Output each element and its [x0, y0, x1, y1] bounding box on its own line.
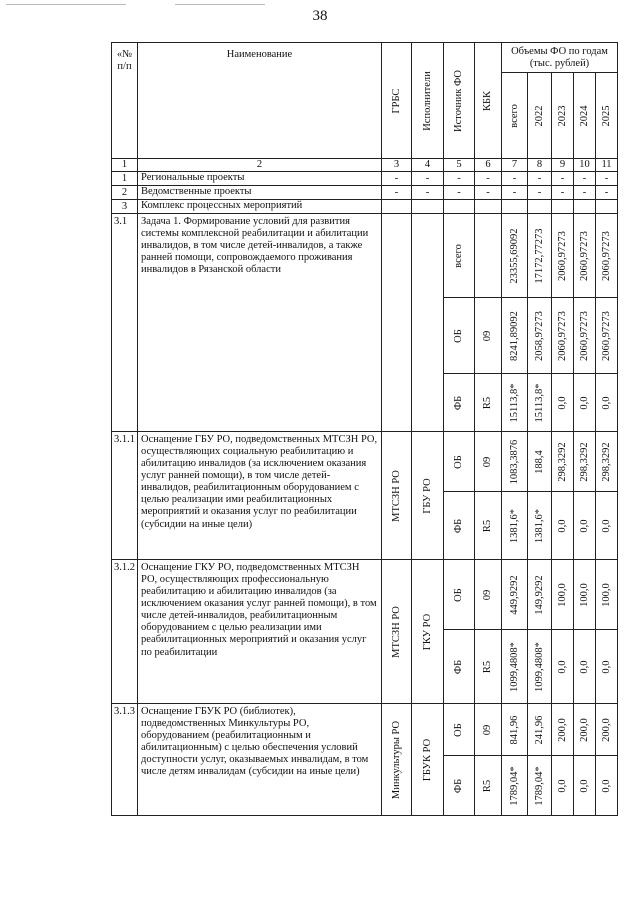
- cell-text: 1789,04*: [508, 765, 520, 806]
- cell-text: 17172,77273: [533, 228, 545, 284]
- table-cell: -: [475, 172, 502, 186]
- table-cell: -: [528, 172, 552, 186]
- cell-text: 2060,97273: [556, 310, 568, 361]
- item313-isp: [412, 704, 444, 816]
- cell-text: ОБ: [452, 454, 464, 469]
- cell-text: всего: [508, 103, 520, 128]
- task31-name: Задача 1. Формирование условий для развития системы комплексной реабилитации и абилитации инвалидов, в том числе детей-инвалидов, а также ранней помощи, сопровождаемого проживания инвалидов в Рязанской области: [138, 214, 382, 432]
- table-cell: -: [382, 186, 412, 200]
- table-cell: -: [574, 186, 596, 200]
- cell-text: 200,0: [556, 717, 568, 742]
- cell-text: 15113,8*: [508, 383, 520, 423]
- header-volumes: Объемы ФО по годам (тыс. рублей): [502, 43, 618, 73]
- table-cell: [596, 200, 618, 214]
- cell-text: 188,4: [533, 449, 545, 474]
- cell-text: 8241,89092: [508, 310, 520, 361]
- cell-text: R5: [481, 660, 493, 673]
- cell-text: ОБ: [452, 587, 464, 602]
- cell-text: 1381,6*: [508, 508, 520, 543]
- cell-text: 2060,97273: [578, 230, 590, 281]
- cell-text: 15113,8*: [533, 383, 545, 423]
- col-number: 4: [412, 159, 444, 172]
- col-number: 8: [528, 159, 552, 172]
- table-cell: [552, 560, 574, 630]
- cell-text: 0,0: [556, 396, 568, 410]
- row-regional-projects: [112, 172, 618, 186]
- table-cell: [502, 704, 528, 756]
- cell-text: 0,0: [556, 660, 568, 674]
- item311-isp: [412, 432, 444, 560]
- table-cell: [552, 630, 574, 704]
- table-cell: [574, 214, 596, 298]
- table-cell: -: [502, 172, 528, 186]
- cell-text: 0,0: [578, 396, 590, 410]
- table-cell: [552, 200, 574, 214]
- table-cell: -: [444, 172, 475, 186]
- table-cell: [444, 630, 475, 704]
- table-cell: 3.1.3: [112, 704, 138, 816]
- col-number: 9: [552, 159, 574, 172]
- table-cell: [596, 374, 618, 432]
- cell-text: ФБ: [452, 395, 464, 410]
- cell-text: 1789,04*: [533, 765, 545, 806]
- table-cell: [528, 704, 552, 756]
- cell-text: 09: [481, 589, 493, 600]
- table-cell: [444, 298, 475, 374]
- row-departmental-projects: [112, 186, 618, 200]
- table-cell: [412, 214, 444, 432]
- table-cell: [528, 756, 552, 816]
- cell-text: 841,96: [508, 715, 520, 744]
- table-cell: [596, 704, 618, 756]
- table-cell: [475, 704, 502, 756]
- cell-text: R5: [481, 779, 493, 792]
- cell-text: 100,0: [600, 582, 612, 607]
- table-cell: [382, 214, 412, 432]
- item312-isp: [412, 560, 444, 704]
- header-2022: [528, 73, 552, 159]
- cell-text: 2060,97273: [600, 310, 612, 361]
- cell-text: 0,0: [600, 779, 612, 793]
- table-cell: [444, 560, 475, 630]
- cell-text: МТСЗН РО: [390, 469, 402, 522]
- table-cell: 3: [112, 200, 138, 214]
- cell-text: 1381,6*: [533, 508, 545, 543]
- table-cell: [596, 298, 618, 374]
- table-cell: [475, 200, 502, 214]
- item313-name: Оснащение ГБУК РО (библиотек), подведомственных Минкультуры РО, оборудованием (реабилитационным и абилитационным) с целью обеспечения условий доступности услуг, оказываемых инвалидам, в том числе детям инвалидам (субсидии на иные цели): [138, 704, 382, 816]
- cell-text: 2022: [533, 105, 545, 126]
- table-cell: -: [574, 172, 596, 186]
- header-kbk: [475, 43, 502, 159]
- cell-text: Минкультуры РО: [390, 720, 402, 799]
- table-cell: [502, 432, 528, 492]
- cell-text: 449,9292: [508, 574, 520, 615]
- table-cell: [475, 432, 502, 492]
- cell-text: 100,0: [556, 582, 568, 607]
- cell-text: 2060,97273: [556, 230, 568, 281]
- table-cell: [596, 432, 618, 492]
- col-number: 11: [596, 159, 618, 172]
- item313-grbs: [382, 704, 412, 816]
- table-cell: [574, 704, 596, 756]
- table-cell: [528, 630, 552, 704]
- cell-text: 200,0: [578, 717, 590, 742]
- col-number: 6: [475, 159, 502, 172]
- table-cell: [552, 704, 574, 756]
- table-cell: -: [552, 172, 574, 186]
- header-name: Наименование: [138, 43, 382, 159]
- table-cell: 3.1.2: [112, 560, 138, 704]
- row-item311-ob: [112, 432, 618, 492]
- table-cell: [528, 374, 552, 432]
- table-cell: [574, 298, 596, 374]
- cell-text: МТСЗН РО: [390, 605, 402, 658]
- table-cell: -: [552, 186, 574, 200]
- cell-text: 298,3292: [600, 441, 612, 482]
- table-cell: -: [528, 186, 552, 200]
- table-cell: [574, 432, 596, 492]
- table-cell: [552, 432, 574, 492]
- table-cell: [502, 200, 528, 214]
- table-cell: [528, 492, 552, 560]
- cell-text: ФБ: [452, 659, 464, 674]
- cell-text: 200,0: [600, 717, 612, 742]
- table-cell: [596, 630, 618, 704]
- table-cell: -: [412, 186, 444, 200]
- table-cell: [502, 560, 528, 630]
- cell-text: R5: [481, 396, 493, 409]
- cell-text: 09: [481, 456, 493, 467]
- table-cell: [528, 432, 552, 492]
- cell-text: 2025: [600, 105, 612, 126]
- table-cell: [574, 200, 596, 214]
- table-cell: [502, 374, 528, 432]
- table-cell: [552, 492, 574, 560]
- scan-artifact-line: [6, 4, 126, 5]
- cell-text: 149,9292: [533, 574, 545, 615]
- table-cell: [552, 298, 574, 374]
- table-cell: [475, 560, 502, 630]
- table-cell: [528, 298, 552, 374]
- table-cell: [574, 492, 596, 560]
- table-cell: [528, 560, 552, 630]
- cell-text: 2060,97273: [578, 310, 590, 361]
- header-ispolniteli: [412, 43, 444, 159]
- table-cell: [596, 756, 618, 816]
- table-cell: [444, 214, 475, 298]
- cell-text: КБК: [481, 90, 493, 111]
- cell-text: Источник ФО: [452, 69, 464, 132]
- header-2024: [574, 73, 596, 159]
- cell-text: 0,0: [600, 660, 612, 674]
- table-cell: [552, 374, 574, 432]
- cell-text: 241,96: [533, 715, 545, 744]
- cell-text: ФБ: [452, 518, 464, 533]
- col-number: 1: [112, 159, 138, 172]
- funding-table: [111, 42, 618, 816]
- cell-text: 2060,97273: [600, 230, 612, 281]
- table-cell: [596, 560, 618, 630]
- cell-text: 23355,69092: [508, 228, 520, 284]
- table-cell: [444, 432, 475, 492]
- table-cell: [502, 756, 528, 816]
- cell-text: 298,3292: [556, 441, 568, 482]
- cell-text: 2058,97273: [533, 310, 545, 361]
- header-2025: [596, 73, 618, 159]
- cell-text: 2023: [556, 105, 568, 126]
- table-cell: [475, 374, 502, 432]
- table-cell: 1: [112, 172, 138, 186]
- cell-text: 0,0: [578, 660, 590, 674]
- table-cell: [502, 630, 528, 704]
- row-task31-vsego: [112, 214, 618, 298]
- cell-text: 0,0: [556, 519, 568, 533]
- table-cell: [574, 756, 596, 816]
- cell-text: 298,3292: [578, 441, 590, 482]
- table-cell: Ведомственные проекты: [138, 186, 382, 200]
- cell-text: ГБУ РО: [421, 477, 433, 514]
- col-number: 3: [382, 159, 412, 172]
- cell-text: ОБ: [452, 328, 464, 343]
- table-cell: [574, 560, 596, 630]
- table-cell: [475, 756, 502, 816]
- col-number: 5: [444, 159, 475, 172]
- table-cell: [552, 756, 574, 816]
- cell-text: ГКУ РО: [421, 613, 433, 650]
- row-item313-ob: [112, 704, 618, 756]
- table-cell: [596, 214, 618, 298]
- table-cell: [382, 200, 412, 214]
- table-cell: -: [596, 172, 618, 186]
- cell-text: 1099,4808*: [533, 641, 545, 692]
- cell-text: ОБ: [452, 722, 464, 737]
- cell-text: 0,0: [600, 396, 612, 410]
- table-cell: Комплекс процессных мероприятий: [138, 200, 382, 214]
- cell-text: ГБУК РО: [421, 738, 433, 781]
- table-cell: [475, 298, 502, 374]
- cell-text: Исполнители: [421, 70, 433, 131]
- table-cell: -: [475, 186, 502, 200]
- cell-text: R5: [481, 519, 493, 532]
- cell-text: 1083,3876: [508, 439, 520, 484]
- table-cell: -: [502, 186, 528, 200]
- table-cell: 2: [112, 186, 138, 200]
- table-cell: [574, 374, 596, 432]
- row-process-measures: [112, 200, 618, 214]
- page-number: 38: [312, 8, 328, 24]
- item311-name: Оснащение ГБУ РО, подведомственных МТСЗН РО, осуществляющих социальную реабилитацию и абилитацию инвалидов (за исключением оказания услуг ранней помощи), в том числе детей-инвалидов, реабилитационным оборудованием с целью реализации ими реабилитационных мероприятий и оказания услуг по реабилитации (субсидии на иные цели): [138, 432, 382, 560]
- table-cell: [444, 704, 475, 756]
- col-number: 7: [502, 159, 528, 172]
- cell-text: 09: [481, 330, 493, 341]
- table-cell: -: [412, 172, 444, 186]
- table-cell: [444, 756, 475, 816]
- header-2023: [552, 73, 574, 159]
- table-cell: [528, 214, 552, 298]
- col-number: 10: [574, 159, 596, 172]
- table-cell: [596, 492, 618, 560]
- table-cell: Региональные проекты: [138, 172, 382, 186]
- cell-text: 0,0: [600, 519, 612, 533]
- table-cell: [475, 214, 502, 298]
- table-cell: [502, 298, 528, 374]
- cell-text: 0,0: [578, 519, 590, 533]
- item312-grbs: [382, 560, 412, 704]
- cell-text: всего: [452, 243, 464, 268]
- cell-text: 1099,4808*: [508, 641, 520, 692]
- table-cell: [412, 200, 444, 214]
- cell-text: 0,0: [578, 779, 590, 793]
- table-cell: 3.1: [112, 214, 138, 432]
- cell-text: 0,0: [556, 779, 568, 793]
- cell-text: 09: [481, 724, 493, 735]
- header-vsego: [502, 73, 528, 159]
- cell-text: 2024: [578, 105, 590, 126]
- table-cell: [502, 492, 528, 560]
- table-cell: [444, 374, 475, 432]
- header-grbs: [382, 43, 412, 159]
- item312-name: Оснащение ГКУ РО, подведомственных МТСЗН РО, осуществляющих профессиональную реабилитацию и абилитацию инвалидов (за исключением оказания услуг ранней помощи), в том числе детей-инвалидов, реабилитационным оборудованием с целью реализации ими реабилитационных мероприятий и оказания услуг по реабилитации: [138, 560, 382, 704]
- item311-grbs: [382, 432, 412, 560]
- table-cell: [552, 214, 574, 298]
- table-cell: [475, 630, 502, 704]
- table-cell: -: [444, 186, 475, 200]
- cell-text: ФБ: [452, 778, 464, 793]
- row-item312-ob: [112, 560, 618, 630]
- table-cell: [444, 200, 475, 214]
- table-cell: [444, 492, 475, 560]
- scan-artifact-line: [175, 4, 265, 5]
- table-cell: [475, 492, 502, 560]
- table-cell: -: [596, 186, 618, 200]
- header-istochnik: [444, 43, 475, 159]
- header-num: «№ п/п: [112, 43, 138, 159]
- cell-text: ГРБС: [390, 88, 402, 113]
- table-cell: [502, 214, 528, 298]
- column-numbers-row: [112, 159, 618, 172]
- table-cell: 3.1.1: [112, 432, 138, 560]
- table-cell: [528, 200, 552, 214]
- table-cell: -: [382, 172, 412, 186]
- table-cell: [574, 630, 596, 704]
- col-number: 2: [138, 159, 382, 172]
- cell-text: 100,0: [578, 582, 590, 607]
